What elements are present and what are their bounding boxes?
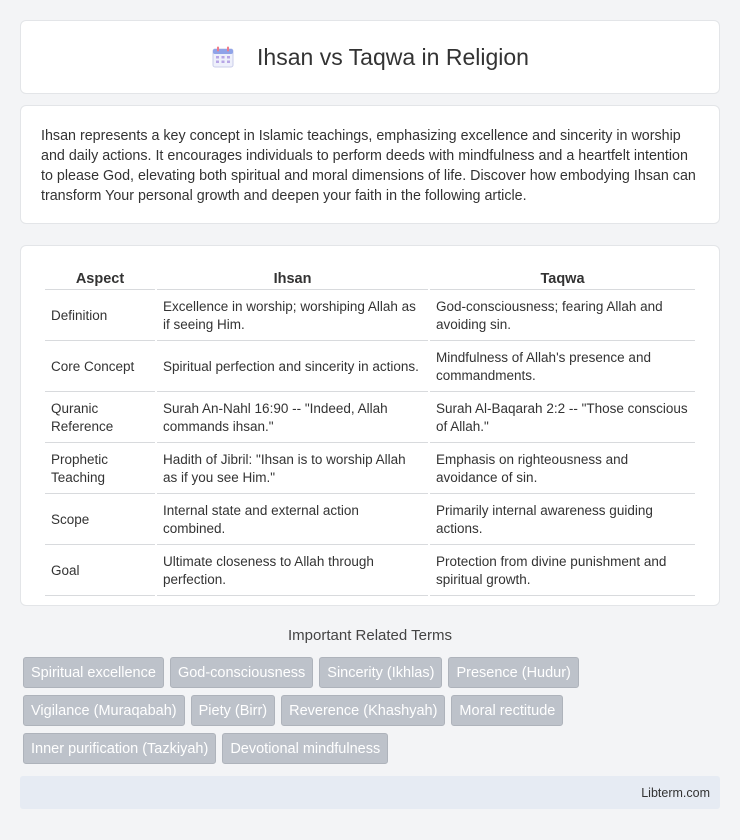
cell-aspect: Scope <box>45 496 155 545</box>
related-terms-list <box>23 657 703 764</box>
related-term-tag[interactable]: Devotional mindfulness <box>222 733 388 764</box>
table-row <box>45 445 695 494</box>
cell-taqwa: God-consciousness; fearing Allah and avoiding sin. <box>430 292 695 341</box>
cell-ihsan: Spiritual perfection and sincerity in actions. <box>157 343 428 392</box>
related-term-tag[interactable]: Sincerity (Ikhlas) <box>319 657 442 688</box>
related-term-tag[interactable]: Vigilance (Muraqabah) <box>23 695 185 726</box>
related-term-tag[interactable]: Spiritual excellence <box>23 657 164 688</box>
cell-aspect: Quranic Reference <box>45 394 155 443</box>
intro-text: Ihsan represents a key concept in Islamic teachings, emphasizing excellence and sincerity in worship and daily actions. It encourages individuals to perform deeds with mindfulness and a heartfelt intention to please God, elevating both spiritual and moral dimensions of life. Discover how embodying Ihsan can transform Your personal growth and deepen your faith in the following article. <box>41 128 696 204</box>
intro-card <box>20 105 720 224</box>
cell-taqwa: Surah Al-Baqarah 2:2 -- "Those conscious of Allah." <box>430 394 695 443</box>
table-row <box>45 343 695 392</box>
footer-link[interactable]: Libterm.com <box>641 785 710 800</box>
cell-ihsan: Ultimate closeness to Allah through perfection. <box>157 547 428 596</box>
related-term-tag[interactable]: God-consciousness <box>170 657 313 688</box>
cell-aspect: Definition <box>45 292 155 341</box>
header-ihsan: Ihsan <box>157 268 428 290</box>
comparison-table <box>43 266 697 598</box>
cell-ihsan: Hadith of Jibril: "Ihsan is to worship Allah as if you see Him." <box>157 445 428 494</box>
cell-ihsan: Internal state and external action combined. <box>157 496 428 545</box>
table-row <box>45 292 695 341</box>
cell-taqwa: Primarily internal awareness guiding actions. <box>430 496 695 545</box>
related-terms-title: Important Related Terms <box>288 627 452 644</box>
header-taqwa: Taqwa <box>430 268 695 290</box>
related-term-tag[interactable]: Reverence (Khashyah) <box>281 695 445 726</box>
table-row <box>45 394 695 443</box>
related-term-tag[interactable]: Inner purification (Tazkiyah) <box>23 733 216 764</box>
cell-ihsan: Surah An-Nahl 16:90 -- "Indeed, Allah commands ihsan." <box>157 394 428 443</box>
related-term-tag[interactable]: Presence (Hudur) <box>448 657 578 688</box>
calendar-icon <box>211 45 235 69</box>
footer <box>20 776 720 809</box>
cell-taqwa: Protection from divine punishment and spiritual growth. <box>430 547 695 596</box>
header-aspect: Aspect <box>45 268 155 290</box>
cell-aspect: Prophetic Teaching <box>45 445 155 494</box>
header-card <box>20 20 720 94</box>
comparison-card <box>20 245 720 606</box>
cell-aspect: Goal <box>45 547 155 596</box>
cell-ihsan: Excellence in worship; worshiping Allah as if seeing Him. <box>157 292 428 341</box>
related-term-tag[interactable]: Piety (Birr) <box>191 695 275 726</box>
cell-taqwa: Emphasis on righteousness and avoidance of sin. <box>430 445 695 494</box>
table-row <box>45 496 695 545</box>
table-header-row <box>45 268 695 290</box>
cell-taqwa: Mindfulness of Allah's presence and commandments. <box>430 343 695 392</box>
table-row <box>45 547 695 596</box>
cell-aspect: Core Concept <box>45 343 155 392</box>
page-title: Ihsan vs Taqwa in Religion <box>257 43 529 70</box>
related-term-tag[interactable]: Moral rectitude <box>451 695 563 726</box>
